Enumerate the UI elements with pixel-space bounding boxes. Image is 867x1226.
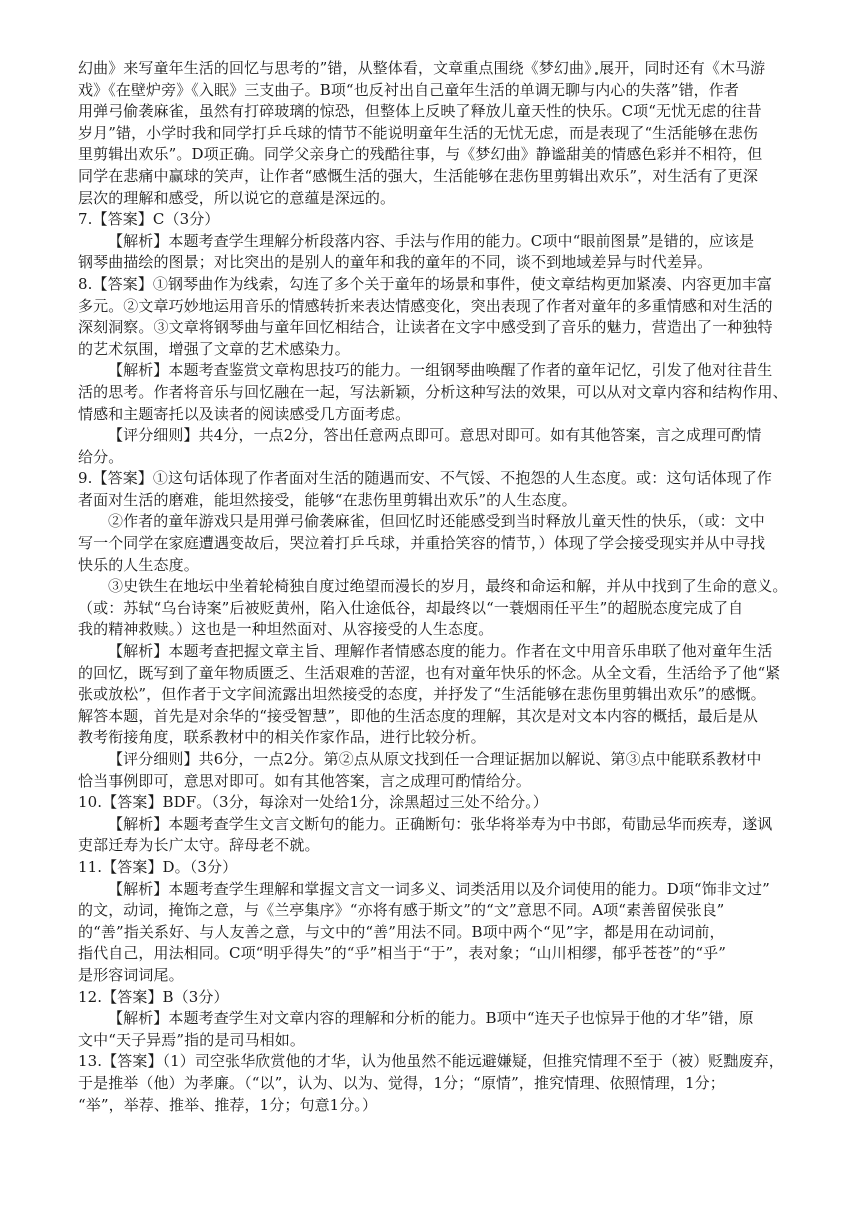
text-line: 岁月”错，小学时我和同学打乒乓球的情节不能说明童年生活的无忧无虑，而是表现了“生活能够在悲伤 — [78, 123, 758, 142]
text-line: 教考衔接角度，联系教材中的相关作家作品，进行比较分析。 — [78, 728, 486, 747]
text-line: 的“善”指关系好、与人友善之意，与文中的“善”用法不同。B项中两个“见”字，都是用在动词前， — [78, 922, 725, 941]
text-line: 吏部迁寿为长广太守。辞母老不就。 — [78, 836, 320, 855]
text-line: 【解析】本题考查鉴赏文章构思技巧的能力。一组钢琴曲唤醒了作者的童年记忆，引发了他对往昔生 — [108, 361, 773, 380]
text-line: 7.【答案】C（3分） — [78, 210, 220, 229]
text-line: 快乐的人生态度。 — [78, 555, 199, 574]
document-page — [78, 58, 788, 1116]
text-line: ③史铁生在地坛中坐着轮椅独自度过绝望而漫长的岁月，最终和命运和解，并从中找到了生命的意义。 — [108, 577, 788, 596]
text-line: 【解析】本题考查学生理解分析段落内容、手法与作用的能力。C项中“眼前图景”是错的，应该是 — [108, 231, 755, 250]
text-line: 文中“天子异焉”指的是司马相如。 — [78, 1030, 305, 1049]
text-line: 指代自己，用法相同。C项“明乎得失”的“乎”相当于“于”，表对象；“山川相缪，郁乎苍苍”的“乎” — [78, 944, 726, 963]
text-line: 11.【答案】D。（3分） — [78, 857, 238, 876]
text-line: 的艺术氛围，增强了文章的艺术感染力。 — [78, 339, 350, 358]
text-line: 【解析】本题考查学生文言文断句的能力。正确断句：张华将举寿为中书郎，荀勖忌华而疾寿，遂讽 — [108, 814, 773, 833]
text-line: 给分。 — [78, 447, 124, 466]
text-line: 是形容词词尾。 — [78, 965, 184, 984]
text-line: ②作者的童年游戏只是用弹弓偷袭麻雀，但回忆时还能感受到当时释放儿童天性的快乐，（或：文中 — [108, 512, 765, 531]
text-line: 活的思考。作者将音乐与回忆融在一起，写法新颖，分析这种写法的效果，可以从对文章内容和结构作用、 — [78, 382, 788, 401]
text-line: 我的精神救赎。）这也是一种坦然面对、从容接受的人生态度。 — [78, 620, 494, 639]
text-line: 10.【答案】BDF。（3分，每涂对一处给1分，涂黑超过三处不给分。） — [78, 793, 548, 812]
text-line: 戏》《在壁炉旁》《入眠》三支曲子。B项“也反衬出自己童年生活的单调无聊与内心的失落”错，作者 — [78, 80, 739, 99]
text-line: 【解析】本题考查学生理解和掌握文言文一词多义、词类活用以及介词使用的能力。D项“饰非文过” — [108, 879, 770, 898]
text-line: 【评分细则】共6分，一点2分。第②点从原文找到任一合理证据加以解说、第③点中能联系教材中 — [108, 750, 762, 768]
text-line: 者面对生活的磨难，能坦然接受，能够“在悲伤里剪辑出欢乐”的人生态度。 — [78, 490, 577, 509]
text-line: 恰当事例即可，意思对即可。如有其他答案，言之成理可酌情给分。 — [78, 771, 532, 790]
text-line: 多元。②文章巧妙地运用音乐的情感转折来表达情感变化，突出表现了作者对童年的多重情感和对生活的 — [78, 296, 773, 315]
text-line: 写一个同学在家庭遭遇变故后，哭泣着打乒乓球，并重拾笑容的情节，）体现了学会接受现实并从中寻找 — [78, 534, 766, 553]
text-line: 的文，动词，掩饰之意，与《兰亭集序》“亦将有感于斯文”的“文”意思不同。A项“素善留侯张良” — [78, 901, 725, 920]
text-line: 12.【答案】B（3分） — [78, 987, 229, 1006]
text-line: 13.【答案】（1）司空张华欣赏他的才华，认为他虽然不能远避嫌疑，但推究情理不至于（被）贬黜废弃， — [78, 1052, 784, 1071]
text-line: 于是推举（他）为孝廉。（“以”，认为、以为、觉得，1分；“原情”，推究情理、依照情理，1分； — [78, 1073, 725, 1092]
text-line: 解答本题，首先是对余华的“接受智慧”，即他的生活态度的理解，其次是对文本内容的概括，最后是从 — [78, 706, 758, 725]
text-line: （或：苏轼“乌台诗案”后被贬黄州，陷入仕途低谷，却最终以“一蓑烟雨任平生”的超脱态度完成了自 — [78, 598, 744, 617]
text-line: 的回忆，既写到了童年物质匮乏、生活艰难的苦涩，也有对童年快乐的怀念。从全文看，生活给予了他“紧 — [78, 663, 781, 682]
text-line: 同学在悲痛中赢球的笑声，让作者“感慨生活的强大，生活能够在悲伤里剪辑出欢乐”，对生活有了更深 — [78, 166, 758, 185]
text-line: 【评分细则】共4分，一点2分，答出任意两点即可。意思对即可。如有其他答案，言之成理可酌情 — [108, 426, 762, 445]
text-line: 层次的理解和感受，所以说它的意蕴是深远的。 — [78, 188, 396, 207]
text-line: 情感和主题寄托以及读者的阅读感受几方面考虑。 — [78, 404, 411, 423]
text-line: “举”，举荐、推举、推荐，1分；句意1分。） — [78, 1095, 378, 1114]
text-line: 【解析】本题考查把握文章主旨、理解作者情感态度的能力。作者在文中用音乐串联了他对童年生活 — [108, 642, 773, 661]
text-line: 钢琴曲描绘的图景；对比突出的是别人的童年和我的童年的不同，谈不到地域差异与时代差异。 — [78, 253, 713, 272]
text-line: 里剪辑出欢乐”。D项正确。同学父亲身亡的残酷往事，与《梦幻曲》静谧甜美的情感色彩并不相符，但 — [78, 145, 763, 164]
text-line: 张或放松”，但作者于文字间流露出坦然接受的态度，并抒发了“生活能够在悲伤里剪辑出欢乐”的感慨。 — [78, 685, 766, 704]
text-line: 幻曲》来写童年生活的回忆与思考的”错，从整体看，文章重点围绕《梦幻曲》展开，同时还有《木马游 — [78, 59, 766, 77]
text-line: 9.【答案】①这句话体现了作者面对生活的随遇而安、不气馁、不抱怨的人生态度。或：这句话体现了作 — [78, 469, 773, 488]
text-line: 【解析】本题考查学生对文章内容的理解和分析的能力。B项中“连天子也惊异于他的才华”错，原 — [108, 1009, 754, 1028]
text-line: 用弹弓偷袭麻雀，虽然有打碎玻璃的惊恐，但整体上反映了释放儿童天性的快乐。C项“无忧无虑的往昔 — [78, 102, 762, 121]
text-line: 8.【答案】①钢琴曲作为线索，勾连了多个关于童年的场景和事件，使文章结构更加紧凑、内容更加丰富 — [78, 274, 773, 293]
text-line: 深刻洞察。③文章将钢琴曲与童年回忆相结合，让读者在文字中感受到了音乐的魅力，营造出了一种独特 — [78, 318, 773, 337]
